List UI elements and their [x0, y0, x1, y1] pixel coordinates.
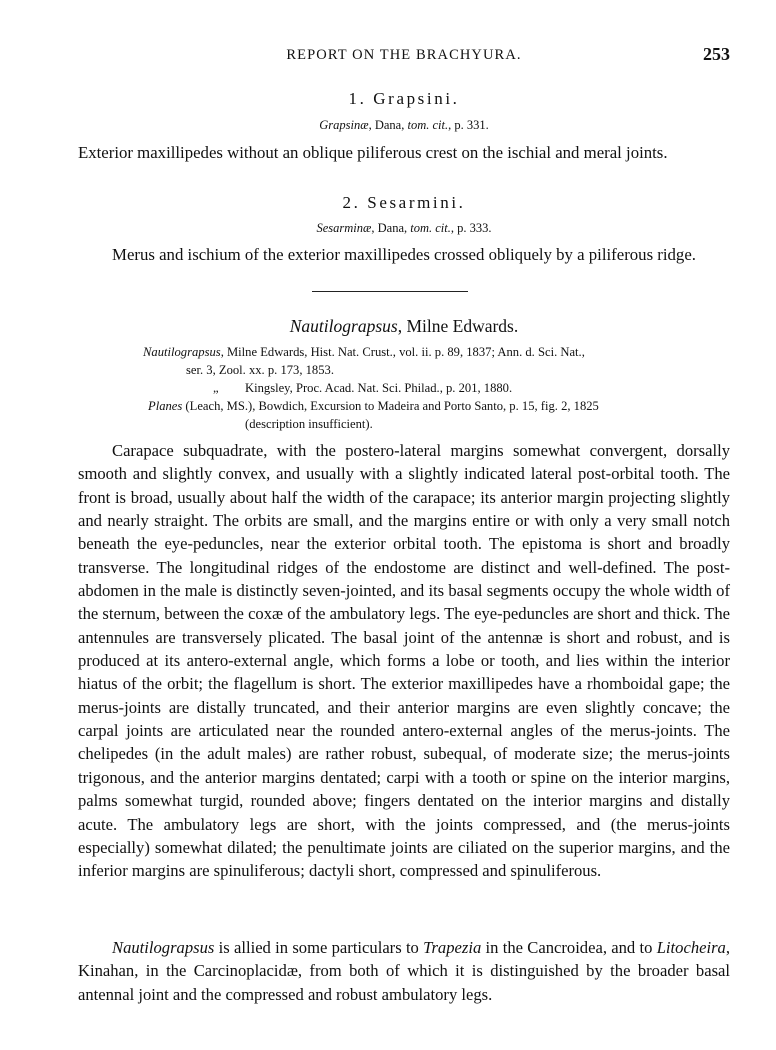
section-description-sesarmini: Merus and ischium of the exterior maxillipedes crossed obliquely by a piliferous ridge.: [112, 245, 696, 264]
citation-author: , Dana,: [371, 221, 411, 235]
citation-author: , Dana,: [368, 118, 408, 132]
section-citation-sesarmini: [78, 221, 730, 236]
running-head: [78, 44, 730, 68]
taxon-trapezia: Trapezia: [423, 938, 482, 957]
taxon-litocheira: Litocheira: [656, 938, 726, 957]
section-citation-grapsini: [78, 118, 730, 133]
section-description-grapsini: Exterior maxillipedes without an oblique piliferous crest on the ischial and meral joints.: [78, 143, 668, 162]
synonym-name: Nautilograpsus: [143, 345, 221, 359]
genus-heading: [78, 316, 730, 337]
running-head-title: REPORT ON THE BRACHYURA.: [286, 47, 522, 63]
synonymy-entry: [148, 399, 599, 415]
citation-tom: tom. cit.: [407, 118, 449, 132]
genus-description-paragraph: Carapace subquadrate, with the postero-lateral margins somewhat convergent, dorsally smooth and slightly convex, and usually with a slightly indicated lateral post-orbital tooth. The front is broad, usually about half the width of the carapace; its anterior margin projecting slightly and nearly straight. The orbits are small, and the margins entire or with only a very small notch beneath the eye-peduncles, near the exterior orbital tooth. The epistoma is short and broadly transverse. The longitudinal ridges of the endostome are distinct and well-defined. The post-abdomen in the male is distinctly seven-jointed, and its basal segments occupy the whole width of the sternum, between the coxæ of the ambulatory legs. The eye-peduncles are short and thick. The antennules are transversely plicated. The basal joint of the antennæ is short and robust, and is produced at its antero-external angle, which forms a lobe or tooth, and lies within the interior hiatus of the orbit; the flagellum is short. The exterior maxillipedes have a rhomboidal gape; the merus-joints are distally truncated, and their anterior margins are even slightly concave; the carpal joints are articulated near the rounded antero-external angles of the merus-joints. The chelipedes (in the adult males) are rather robust, subequal, of moderate size; the merus-joints trigonous, and the anterior margins dentated; carpi with a tooth or spine on the interior margins, palms somewhat turgid, rounded above; fingers dentated on the interior margins and distally acute. The ambulatory legs are short, with the joints compressed, and (the merus-joints especially) somewhat dilated; the penultimate joints are ciliated on the superior margins, and the inferior margins are spinuliferous; dactyli short, compressed and spinuliferous.: [78, 441, 730, 881]
genus-authority: , Milne Edwards.: [397, 316, 519, 336]
citation-taxon: Grapsinæ: [319, 118, 369, 132]
page-number: 253: [703, 44, 730, 64]
synonym-reference: (Leach, MS.), Bowdich, Excursion to Madeira and Porto Santo, p. 15, fig. 2, 1825: [182, 399, 599, 413]
section-divider: [312, 291, 468, 292]
synonymy-continuation: (description insufficient).: [245, 417, 373, 431]
genus-affinity-paragraph: Nautilograpsus is allied in some particulars to Trapezia in the Cancroidea, and to Litocheira, Kinahan, in the Carcinoplacidæ, from both of which it is distinguished by the broader basal antennal joint and the compressed and robust ambulatory legs.: [78, 938, 730, 1004]
synonymy-entry: [143, 345, 585, 361]
section-heading-grapsini: 1. Grapsini.: [348, 89, 460, 108]
genus-name: Nautilograpsus: [112, 938, 215, 957]
citation-taxon: Sesarminæ: [316, 221, 372, 235]
citation-page: , p. 331.: [448, 118, 489, 132]
synonym-name: Planes: [148, 399, 183, 413]
citation-tom: tom. cit.: [410, 221, 451, 235]
citation-page: , p. 333.: [450, 221, 492, 235]
section-heading-sesarmini: 2. Sesarmini.: [342, 193, 466, 212]
synonymy-continuation: ser. 3, Zool. xx. p. 173, 1853.: [186, 363, 334, 377]
synonym-reference: , Milne Edwards, Hist. Nat. Crust., vol. ii. p. 89, 1837; Ann. d. Sci. Nat.,: [220, 345, 585, 359]
genus-name: Nautilograpsus: [289, 316, 398, 336]
synonymy-entry: Kingsley, Proc. Acad. Nat. Sci. Philad., p. 201, 1880.: [245, 381, 513, 395]
synonymy-ditto-mark: „: [213, 381, 219, 395]
